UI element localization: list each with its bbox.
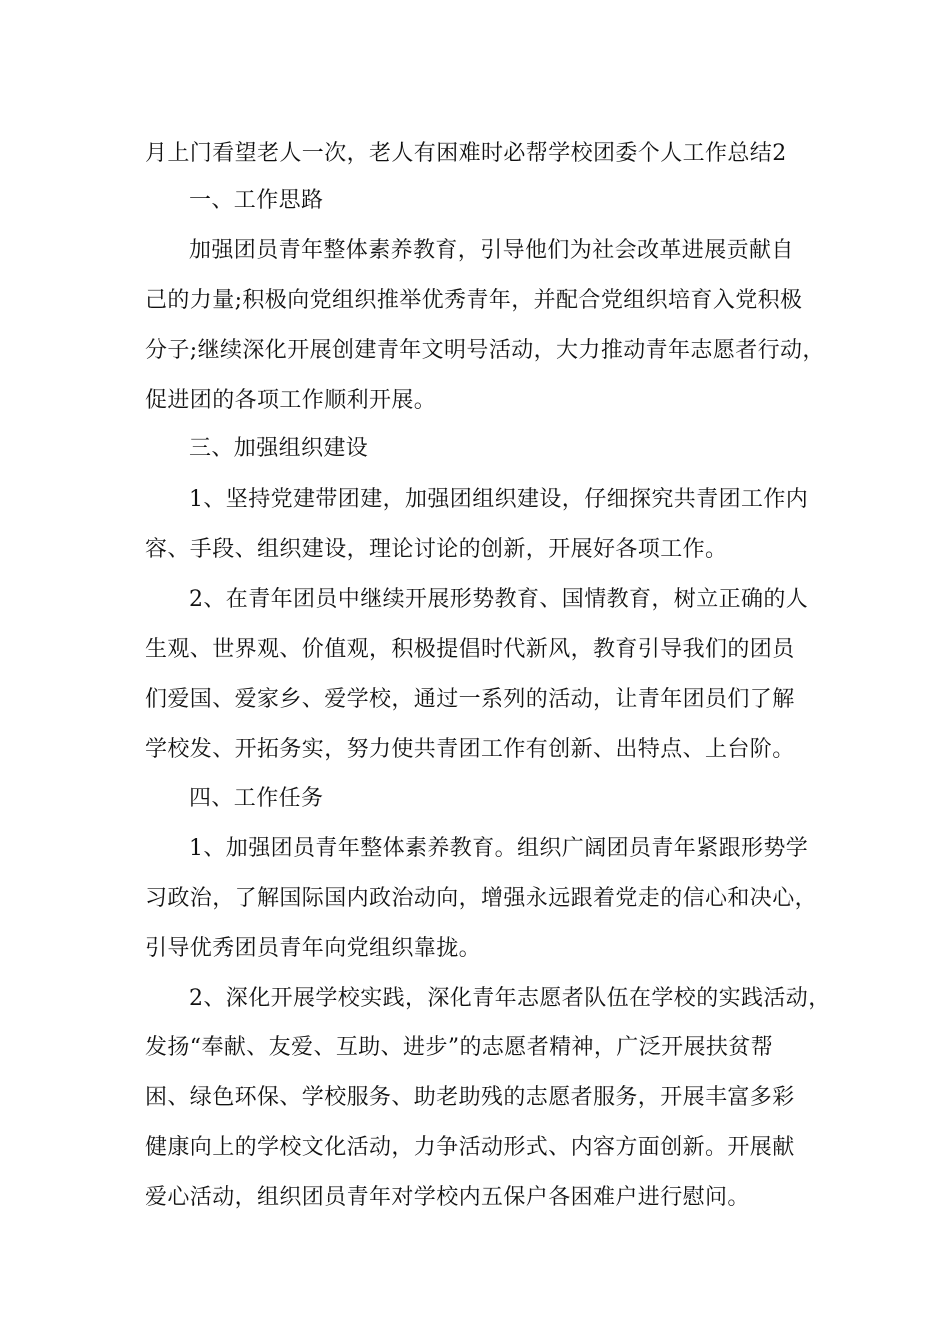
text-line: 生观、世界观、价值观，积极提倡时代新风，教育引导我们的团员 xyxy=(145,637,795,662)
text-line: 2、在青年团员中继续开展形势教育、国情教育，树立正确的人 xyxy=(189,587,809,612)
section-heading: 四、工作任务 xyxy=(189,786,324,811)
text-line: 学校发、开拓务实，努力使共青团工作有创新、出特点、上台阶。 xyxy=(145,737,795,762)
text-line: 1、加强团员青年整体素养教育。组织广阔团员青年紧跟形势学 xyxy=(189,836,809,861)
text-line: 加强团员青年整体素养教育，引导他们为社会改革进展贡献自 xyxy=(189,238,794,263)
text-line: 月上门看望老人一次，老人有困难时必帮学校团委个人工作总结2 xyxy=(145,141,787,166)
text-line: 促进团的各项工作顺利开展。 xyxy=(145,388,437,413)
text-line: 们爱国、爱家乡、爱学校，通过一系列的活动，让青年团员们了解 xyxy=(145,687,795,712)
text-line: 己的力量;积极向党组织推举优秀青年，并配合党组织培育入党积极 xyxy=(145,288,803,313)
text-line: 1、坚持党建带团建，加强团组织建设，仔细探究共青团工作内 xyxy=(189,487,809,512)
text-line: 健康向上的学校文化活动，力争活动形式、内容方面创新。开展献 xyxy=(145,1135,795,1160)
section-heading: 一、工作思路 xyxy=(189,188,324,213)
text-line: 爱心活动，组织团员青年对学校内五保户各困难户进行慰问。 xyxy=(145,1185,750,1210)
text-line: 发扬“奉献、友爱、互助、进步”的志愿者精神，广泛开展扶贫帮 xyxy=(145,1035,774,1060)
text-line: 困、绿色环保、学校服务、助老助残的志愿者服务，开展丰富多彩 xyxy=(145,1085,795,1110)
text-line: 分子;继续深化开展创建青年文明号活动，大力推动青年志愿者行动， xyxy=(145,338,825,363)
text-line: 习政治，了解国际国内政治动向，增强永远跟着党走的信心和决心， xyxy=(145,886,818,911)
text-line: 2、深化开展学校实践，深化青年志愿者队伍在学校的实践活动， xyxy=(189,986,831,1011)
section-heading: 三、加强组织建设 xyxy=(189,436,369,461)
text-line: 引导优秀团员青年向党组织靠拢。 xyxy=(145,936,482,961)
text-line: 容、手段、组织建设，理论讨论的创新，开展好各项工作。 xyxy=(145,537,728,562)
